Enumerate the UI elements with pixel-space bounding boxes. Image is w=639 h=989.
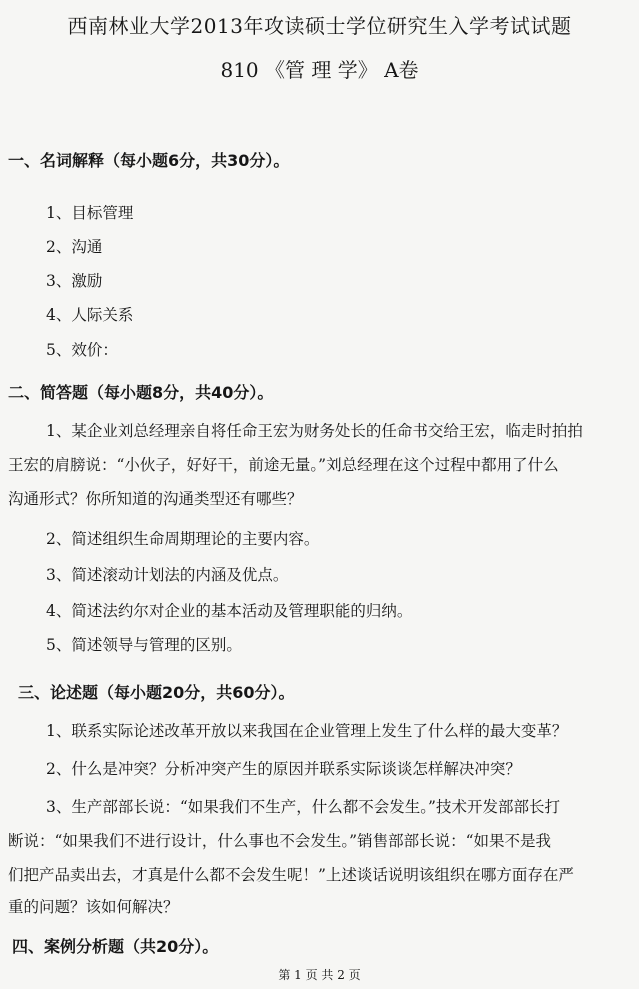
section-2-heading: 二、简答题（每小题8分，共40分）。 [8, 383, 274, 402]
section-2-q1-line-2: 王宏的肩膀说：“小伙子，好好干，前途无量。”刘总经理在这个过程中都用了什么 [8, 456, 559, 474]
section-3-q3-line-2: 断说：“如果我们不进行设计，什么事也不会发生。”销售部部长说：“如果不是我 [8, 832, 552, 850]
section-2-q2: 2、简述组织生命周期理论的主要内容。 [46, 530, 320, 548]
section-2-q1-line-3: 沟通形式？你所知道的沟通类型还有哪些？ [8, 490, 303, 508]
section-1-item-2: 2、沟通 [46, 238, 103, 256]
section-2-q1-line-1: 1、某企业刘总经理亲自将任命王宏为财务处长的任命书交给王宏，临走时拍拍 [46, 422, 583, 440]
section-1-item-3: 3、激励 [46, 272, 103, 290]
exam-title: 西南林业大学2013年攻读硕士学位研究生入学考试试题 [67, 14, 572, 38]
section-1-item-1: 1、目标管理 [46, 204, 134, 222]
section-3-heading: 三、论述题（每小题20分，共60分）。 [18, 683, 295, 702]
section-3-q2: 2、什么是冲突？分析冲突产生的原因并联系实际谈谈怎样解决冲突？ [46, 760, 521, 778]
section-1-item-4: 4、人际关系 [46, 306, 134, 324]
section-1-item-5: 5、效价： [46, 341, 118, 359]
section-1-heading: 一、名词解释（每小题6分，共30分）。 [8, 151, 290, 170]
exam-subtitle: 810 《管 理 学》 A卷 [220, 58, 419, 82]
section-3-q3-line-1: 3、生产部部长说：“如果我们不生产，什么都不会发生。”技术开发部部长打 [46, 798, 560, 816]
section-3-q3-line-4: 重的问题？该如何解决？ [8, 898, 179, 916]
section-3-q1: 1、联系实际论述改革开放以来我国在企业管理上发生了什么样的最大变革？ [46, 722, 568, 740]
page-number: 第 1 页 共 2 页 [278, 968, 361, 982]
section-2-q3: 3、简述滚动计划法的内涵及优点。 [46, 566, 289, 584]
section-2-q4: 4、简述法约尔对企业的基本活动及管理职能的归纳。 [46, 602, 413, 620]
section-4-heading: 四、案例分析题（共20分）。 [12, 937, 219, 956]
section-2-q5: 5、简述领导与管理的区别。 [46, 636, 242, 654]
section-3-q3-line-3: 们把产品卖出去，才真是什么都不会发生呢！”上述谈话说明该组织在哪方面存在严 [8, 866, 574, 884]
